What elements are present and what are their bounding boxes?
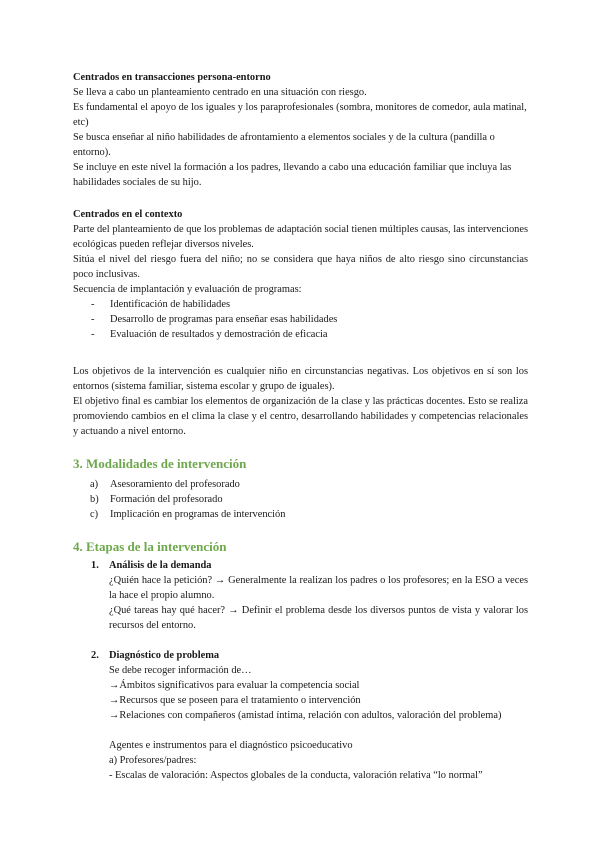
section-modalities bbox=[73, 455, 528, 522]
paragraph: Los objetivos de la intervención es cualquier niño en circunstancias negativas. Los objetivos en sí son los entornos (sistema familiar, sistema escolar y grupo de iguales). bbox=[73, 366, 528, 392]
section-person-environment bbox=[73, 70, 528, 190]
paragraph: Sitúa el nivel del riesgo fuera del niño; no se considera que haya niños de alto riesgo sino circunstancias poco inclusivas. bbox=[73, 254, 528, 280]
section-context bbox=[73, 207, 528, 439]
dash-bullet: - bbox=[91, 329, 95, 340]
paragraph: Se incluye en este nivel la formación a los padres, llevando a cabo una educación familiar que incluya las habilidades sociales de su hijo. bbox=[73, 162, 512, 188]
list-item: →Recursos que se poseen para el tratamiento o intervención bbox=[109, 695, 361, 706]
section-title: Centrados en transacciones persona-entorno bbox=[73, 72, 271, 83]
list-item: - Evaluación de resultados y demostración de eficacia bbox=[91, 329, 328, 340]
paragraph: Es fundamental el apoyo de los iguales y los paraprofesionales (sombra, monitores de comedor, aula matinal, etc) bbox=[73, 102, 527, 128]
list-item: →Ámbitos significativos para evaluar la competencia social bbox=[109, 680, 360, 691]
stage-2: 2. Diagnóstico de problema Se debe recoger información de… →Ámbitos significativos para evaluar la competencia social →Recursos que se poseen para el tratamiento o intervención →Relaciones con compañeros (amistad íntima, relación con adultos, valoración del problema) Agentes e instrumentos para el diagnóstico psicoeducativo a) Profesores/padres: - Escalas de valoración: Aspectos globales de la conducta, valoración relativa “lo normal” bbox=[73, 648, 528, 783]
paragraph: a) Profesores/padres: bbox=[109, 755, 197, 766]
paragraph: - Escalas de valoración: Aspectos globales de la conducta, valoración relativa “lo normal” bbox=[109, 770, 483, 781]
paragraph: Secuencia de implantación y evaluación de programas: bbox=[73, 284, 302, 295]
paragraph: ¿Quién hace la petición? → Generalmente la realizan los padres o los profesores; en la ESO a veces la hace el propio alumno. bbox=[109, 575, 528, 601]
list-item: b) Formación del profesorado bbox=[90, 494, 223, 505]
list-item: - Desarrollo de programas para enseñar esas habilidades bbox=[91, 314, 338, 325]
list-item: c) Implicación en programas de intervención bbox=[90, 509, 286, 520]
paragraph: ¿Qué tareas hay qué hacer? → Definir el problema desde los diversos puntos de vista y valorar los recursos del entorno. bbox=[109, 605, 528, 631]
paragraph: Parte del planteamiento de que los problemas de adaptación social tienen múltiples causas, las intervenciones ecológicas pueden reflejar diversos niveles. bbox=[73, 224, 528, 250]
list-item: a) Asesoramiento del profesorado bbox=[90, 479, 240, 490]
paragraph: Se busca enseñar al niño habilidades de afrontamiento a elementos sociales y de la cultura (pandilla o entorno). bbox=[73, 132, 495, 158]
stage-title: Diagnóstico de problema bbox=[109, 650, 220, 661]
paragraph: Agentes e instrumentos para el diagnóstico psicoeducativo bbox=[109, 740, 353, 751]
section-heading: 4. Etapas de la intervención bbox=[73, 539, 227, 554]
list-item: →Relaciones con compañeros (amistad íntima, relación con adultos, valoración del problema) bbox=[109, 710, 502, 721]
list-item: - Identificación de habilidades bbox=[91, 299, 231, 310]
paragraph: El objetivo final es cambiar los elementos de organización de la clase y las prácticas docentes. Esto se realiza promoviendo cambios en el clima la clase y el centro, desarrollando habilidades y competencias relacionales y actuando a nivel entorno. bbox=[73, 396, 528, 437]
dash-bullet: - bbox=[91, 314, 95, 325]
paragraph: Se lleva a cabo un planteamiento centrado en una situación con riesgo. bbox=[73, 87, 367, 98]
paragraph: Se debe recoger información de… bbox=[109, 665, 252, 676]
section-title: Centrados en el contexto bbox=[73, 209, 183, 220]
modalities-list bbox=[73, 477, 528, 522]
stage-title: Análisis de la demanda bbox=[109, 560, 212, 571]
section-stages bbox=[73, 538, 528, 783]
sequence-list bbox=[73, 297, 528, 342]
section-heading: 3. Modalidades de intervención bbox=[73, 456, 247, 471]
stage-1: 1. Análisis de la demanda ¿Quién hace la petición? → Generalmente la realizan los padres o los profesores; en la ESO a veces la hace el propio alumno. ¿Qué tareas hay qué hacer? → Definir el problema desde los diversos puntos de vista y valorar los recursos del entorno. bbox=[91, 560, 528, 631]
dash-bullet: - bbox=[91, 299, 95, 310]
